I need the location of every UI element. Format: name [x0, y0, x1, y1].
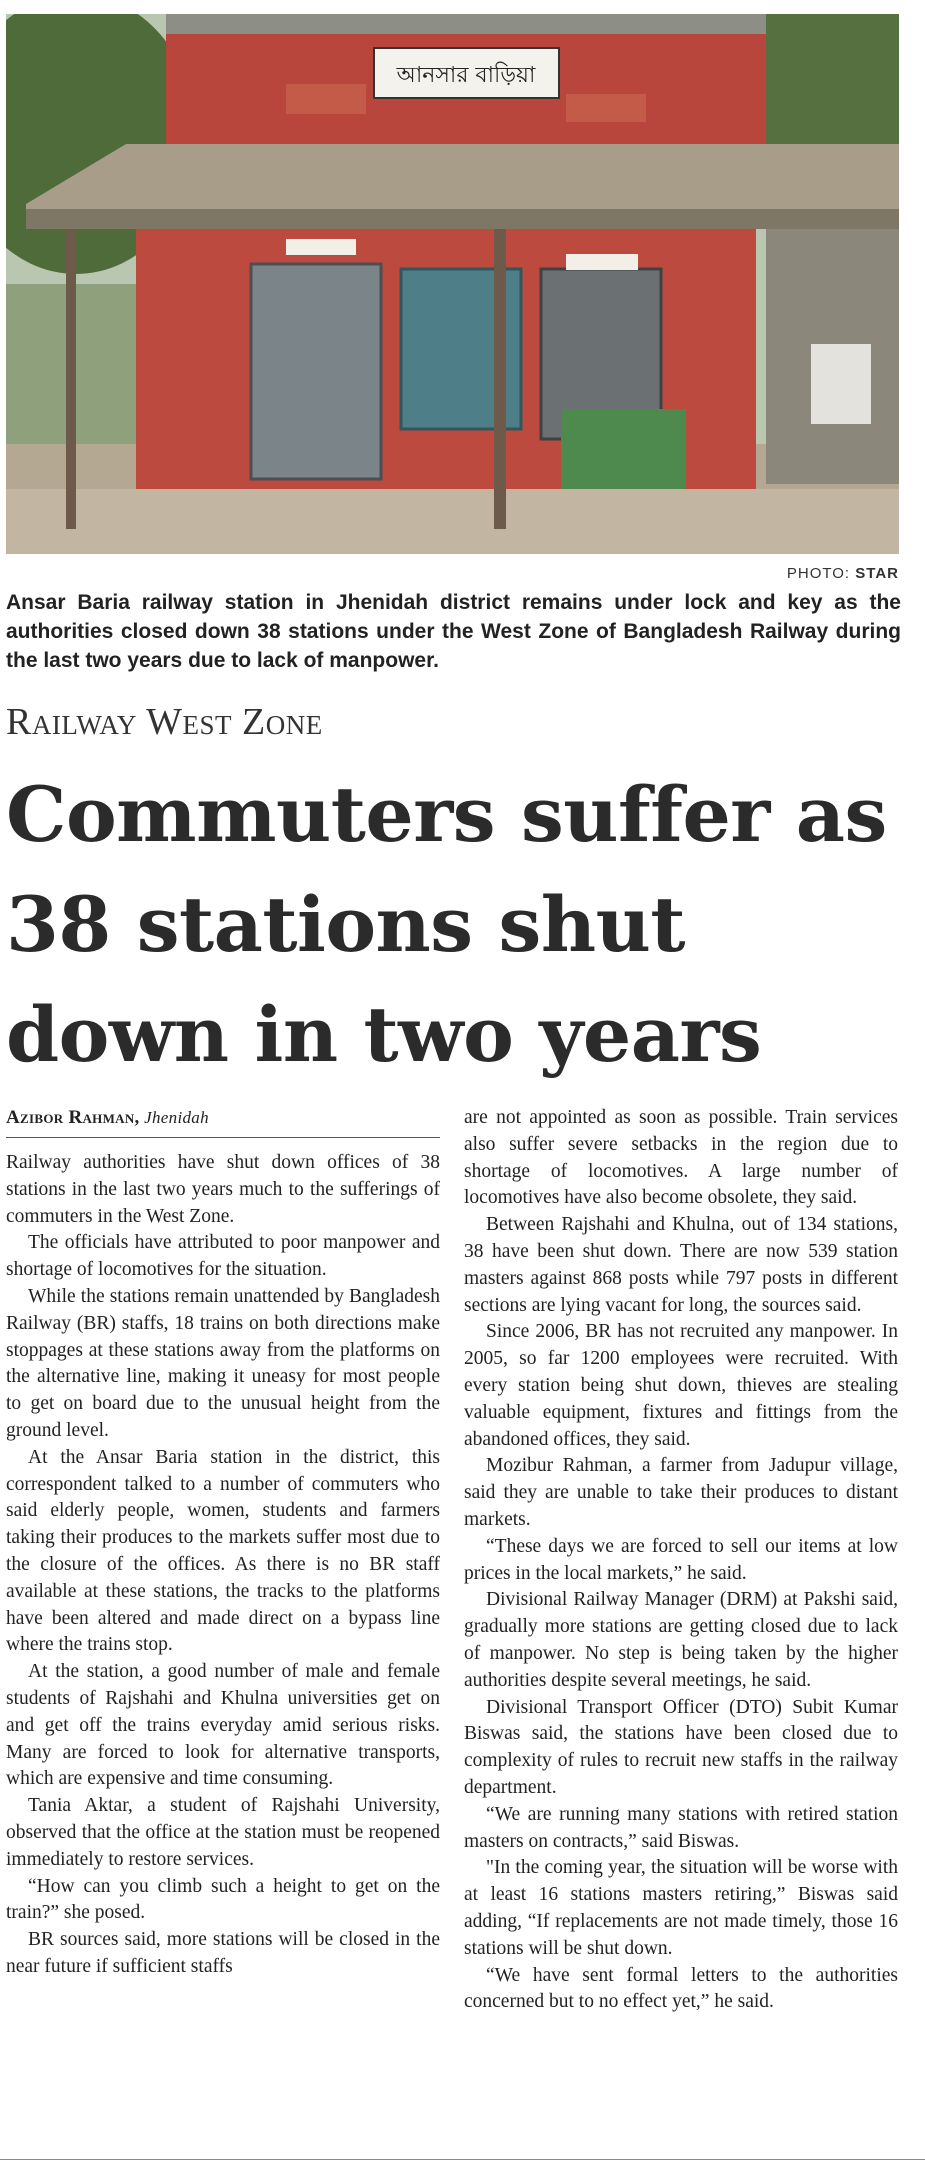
photo-credit-source: STAR [855, 565, 899, 582]
paragraph: Railway authorities have shut down offices of 38 stations in the last two years much to the sufferings of commuters in the West Zone. [6, 1152, 440, 1227]
paragraph: “We are running many stations with retired station masters on contracts,” said Biswas. [464, 1803, 898, 1852]
paragraph: BR sources said, more stations will be closed in the near future if sufficient staffs [6, 1929, 440, 1977]
paragraph: “We have sent formal letters to the authorities concerned but to no effect yet,” he said. [464, 1964, 898, 2013]
paragraph: “These days we are forced to sell our items at low prices in the local markets,” he said. [464, 1535, 898, 1584]
photo-credit-label: PHOTO: [786, 565, 851, 582]
paragraph: At the station, a good number of male and female students of Rajshahi and Khulna universities get on and get off the trains everyday amid serious risks. Many are forced to look for alternative transports, which are expensive and time consuming. [6, 1661, 440, 1790]
paragraph: Divisional Railway Manager (DRM) at Pakshi said, gradually more stations are getting closed due to lack of manpower. No step is being taken by the higher authorities despite several meetings, he said. [464, 1589, 898, 1691]
paragraph: Between Rajshahi and Khulna, out of 134 stations, 38 have been shut down. There are now 539 station masters against 868 posts while 797 posts in different sections are lying vacant for long, the sources said. [464, 1214, 898, 1316]
paragraph: The officials have attributed to poor manpower and shortage of locomotives for the situation. [6, 1232, 440, 1281]
photo-caption: Ansar Baria railway station in Jhenidah district remains under lock and key as the authorities closed down 38 stations under the West Zone of Bangladesh Railway during the last two years due to lack of manpower. [6, 591, 901, 672]
paragraph: Since 2006, BR has not recruited any manpower. In 2005, so far 1200 employees were recruited. With every station being shut down, thieves are stealing valuable equipment, fixtures and fittings from the abandoned offices, they said. [464, 1321, 898, 1450]
paragraph: Tania Aktar, a student of Rajshahi University, observed that the office at the station must be reopened immediately to restore services. [6, 1795, 440, 1870]
paragraph: are not appointed as soon as possible. Train services also suffer severe setbacks in the region due to shortage of locomotives. A large number of locomotives have also become obsolete, they said. [464, 1107, 898, 1209]
paragraph: “How can you climb such a height to get on the train?” she posed. [6, 1875, 440, 1924]
article-column-left [6, 1105, 440, 1981]
paragraph: Mozibur Rahman, a farmer from Jadupur village, said they are unable to take their produces to distant markets. [464, 1455, 898, 1530]
byline-place: Jhenidah [144, 1108, 209, 1127]
paragraph: While the stations remain unattended by Bangladesh Railway (BR) staffs, 18 trains on both directions make stoppages at these stations away from the platforms on the alternative line, making it uneasy for most people to get on board due to the unusual height from the ground level. [6, 1285, 440, 1441]
photo-credit [787, 565, 899, 582]
byline-author: Azibor Rahman, [6, 1107, 140, 1128]
paragraph: "In the coming year, the situation will be worse with at least 16 stations masters retiring,” Biswas said adding, “If replacements are not made timely, those 16 stations will be shut down. [464, 1857, 898, 1959]
bottom-rule [0, 2159, 925, 2160]
station-photo [6, 14, 899, 554]
article-column-right [464, 1105, 898, 2016]
paragraph: At the Ansar Baria station in the district, this correspondent talked to a number of commuters who said elderly people, women, students and farmers taking their produces to the markets suffer most due to the closure of the offices. As there is no BR staff available at these stations, the tracks to the platforms have been altered and made direct on a bypass line where the trains stop. [6, 1446, 440, 1656]
station-sign: আনসার বাড়িয়া [396, 63, 536, 88]
station-building-illustration [6, 14, 899, 554]
byline [6, 1105, 440, 1138]
headline: Commuters suffer as 38 stations shut down in two years [6, 770, 887, 1079]
section-kicker: Railway West Zone [6, 701, 323, 743]
paragraph: Divisional Transport Officer (DTO) Subit Kumar Biswas said, the stations have been closed due to complexity of rules to recruit new staffs in the railway department. [464, 1696, 898, 1798]
